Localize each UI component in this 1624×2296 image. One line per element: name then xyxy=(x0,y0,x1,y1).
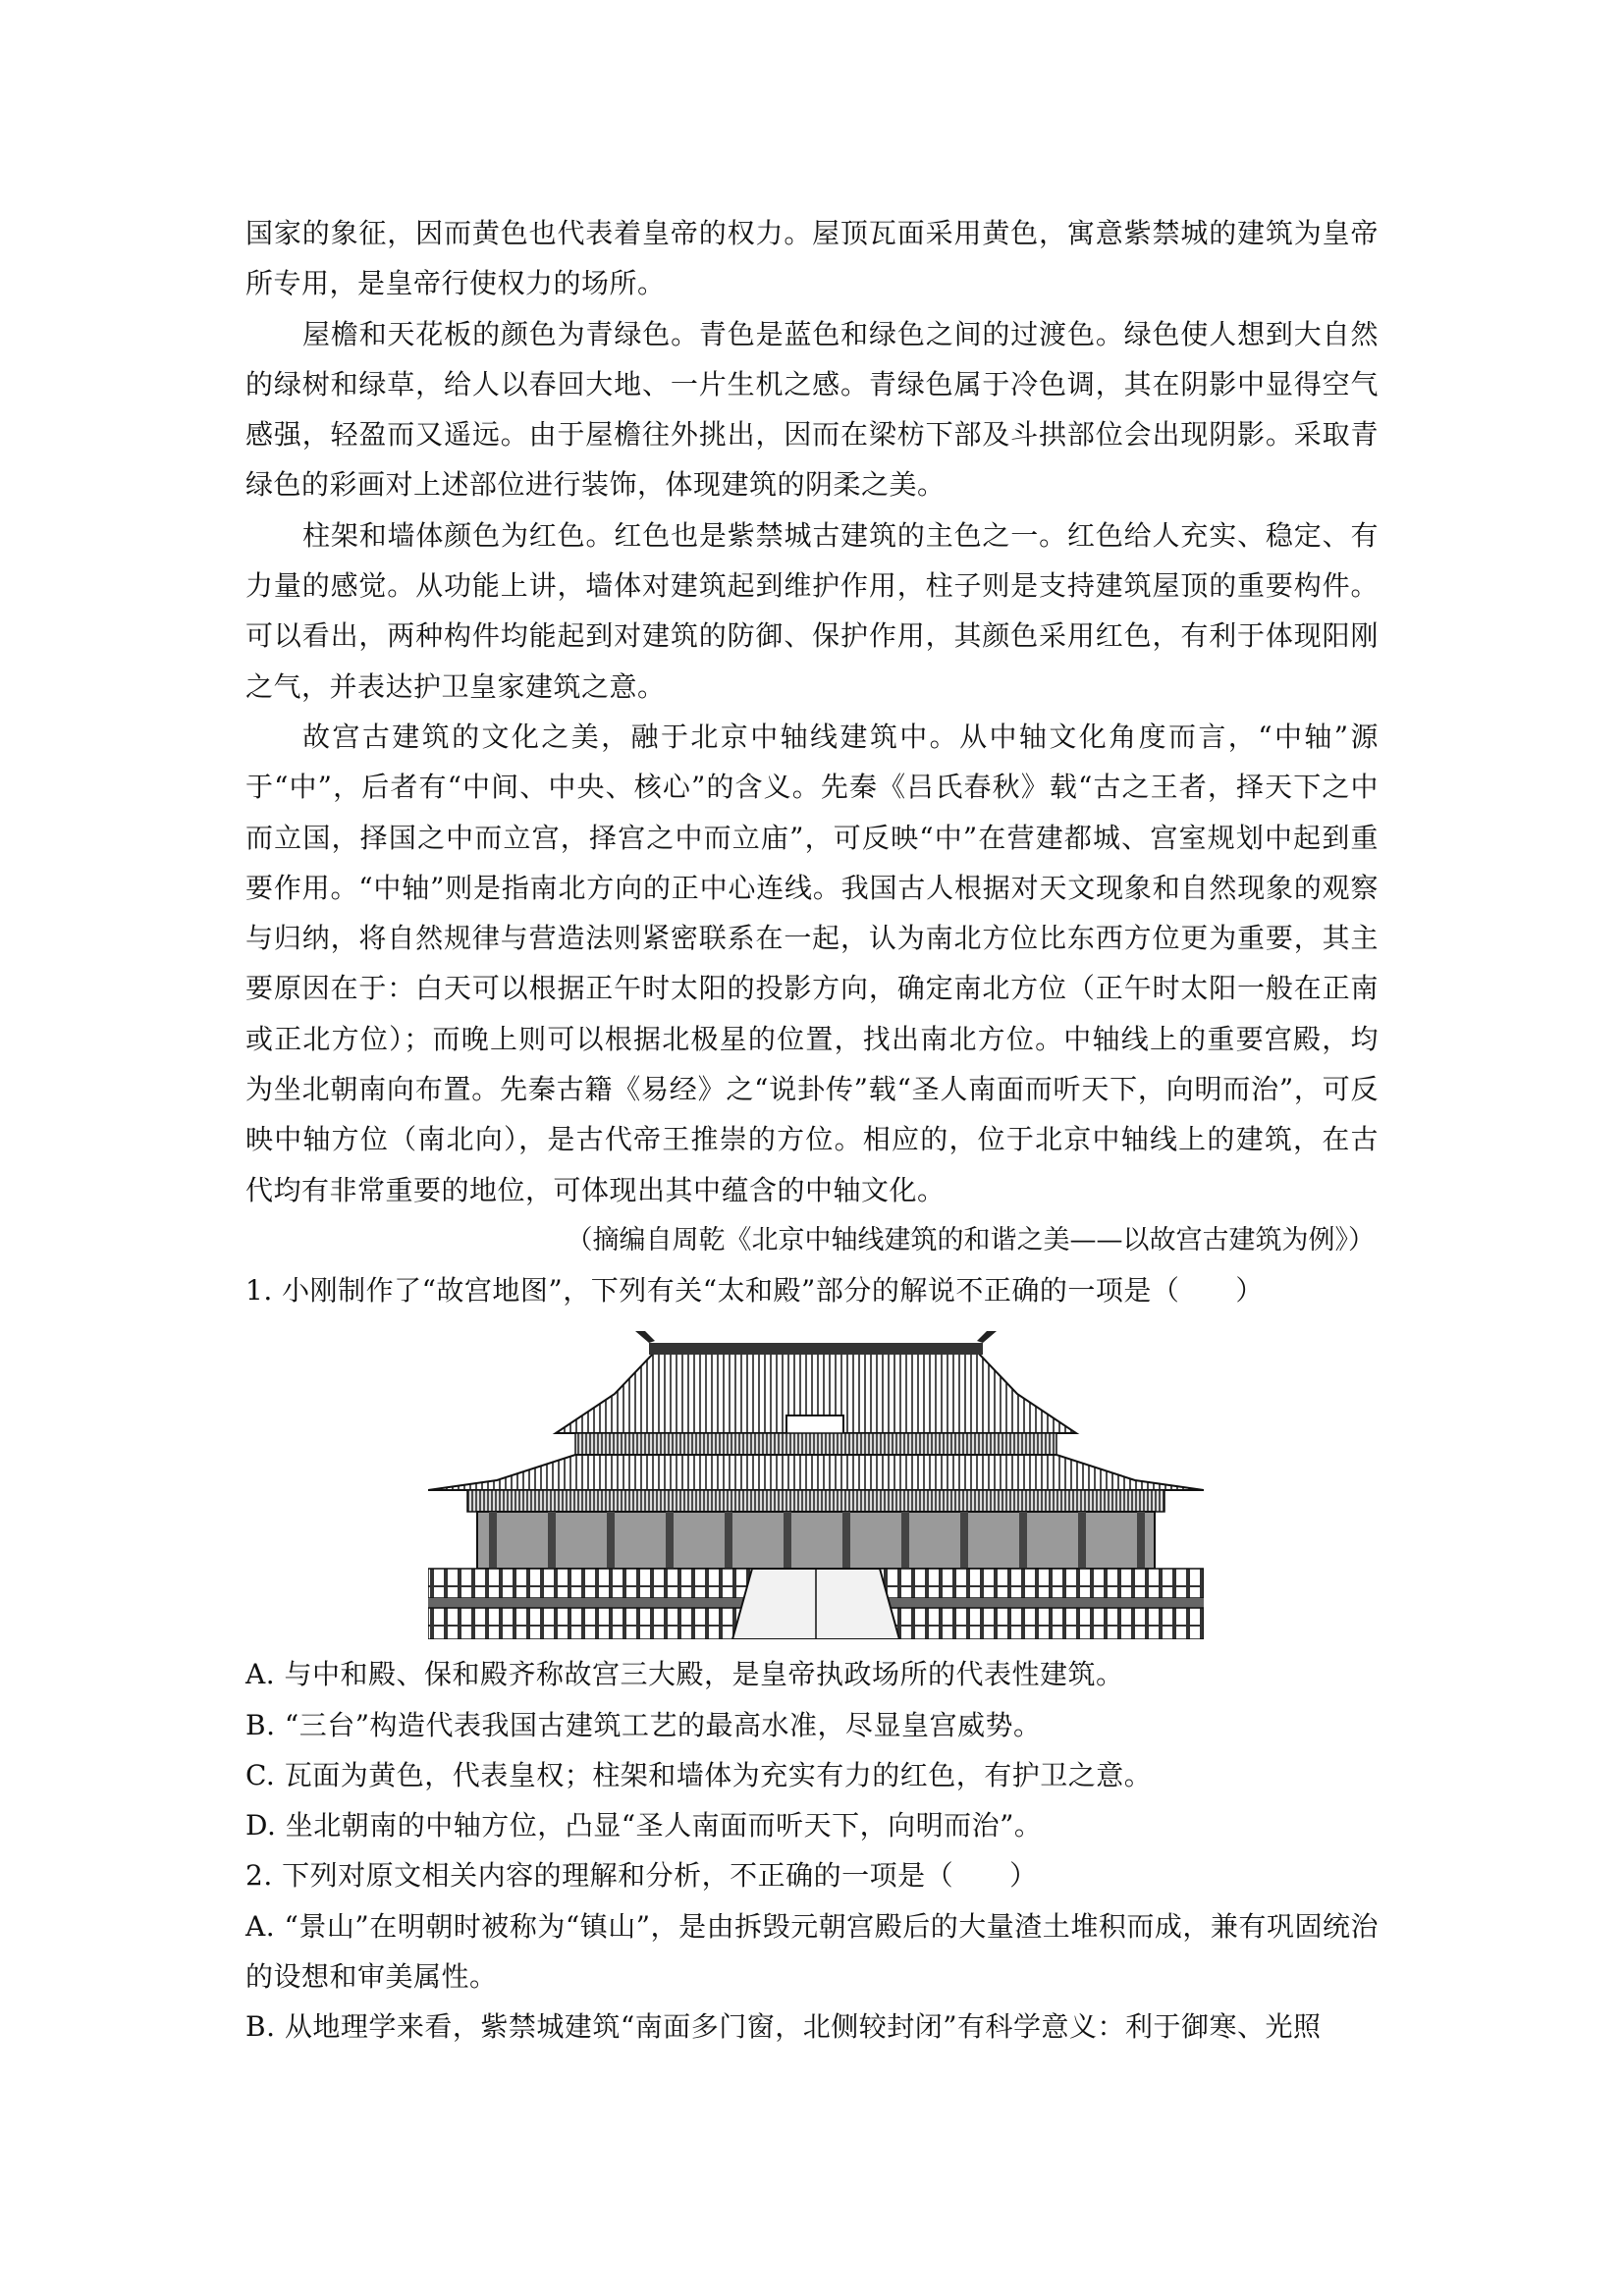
question-1-option-a: A. 与中和殿、保和殿齐称故宫三大殿，是皇帝执政场所的代表性建筑。 xyxy=(245,1658,1124,1691)
question-1-option-d: D. 坐北朝南的中轴方位，凸显“圣人南面而听天下，向明而治”。 xyxy=(245,1809,1043,1842)
question-2-option-b: B. 从地理学来看，紫禁城建筑“南面多门窗，北侧较封闭”有科学意义：利于御寒、光照 xyxy=(245,2010,1322,2044)
taihe-hall-illustration-icon xyxy=(428,1325,1204,1639)
question-2-stem: 2. 下列对原文相关内容的理解和分析，不正确的一项是（ ） xyxy=(245,1859,1038,1893)
passage-paragraph-4: 故宫古建筑的文化之美，融于北京中轴线建筑中。从中轴文化角度而言，“中轴”源于“中”，后者有“中间、中央、核心”的含义。先秦《吕氏春秋》载“古之王者，择天下之中而立国，择国之中而立宫，择宫之中而立庙”，可反映“中”在营建都城、宫室规划中起到重要作用。“中轴”则是指南北方向的正中心连线。我国古人根据对天文现象和自然现象的观察与归纳，将自然规律与营造法则紧密联系在一起，认为南北方位比东西方位更为重要，其主要原因在于：白天可以根据正午时太阳的投影方向，确定南北方位（正午时太阳一般在正南或正北方位）；而晚上则可以根据北极星的位置，找出南北方位。中轴线上的重要宫殿，均为坐北朝南向布置。先秦古籍《易经》之“说卦传”载“圣人南面而听天下，向明而治”，可反映中轴方位（南北向），是古代帝王推崇的方位。相应的，位于北京中轴线上的建筑，在古代均有非常重要的地位，可体现出其中蕴含的中轴文化。 xyxy=(245,720,1379,1206)
question-1-stem: 1. 小刚制作了“故宫地图”，下列有关“太和殿”部分的解说不正确的一项是（ ） xyxy=(245,1273,1264,1307)
passage-paragraph-1: 国家的象征，因而黄色也代表着皇帝的权力。屋顶瓦面采用黄色，寓意紫禁城的建筑为皇帝所专用，是皇帝行使权力的场所。 xyxy=(245,217,1379,300)
question-2-option-a: A. “景山”在明朝时被称为“镇山”，是由拆毁元朝宫殿后的大量渣土堆积而成，兼有巩固统治的设想和审美属性。 xyxy=(245,1909,1379,1994)
passage-paragraph-3: 柱架和墙体颜色为红色。红色也是紫禁城古建筑的主色之一。红色给人充实、稳定、有力量的感觉。从功能上讲，墙体对建筑起到维护作用，柱子则是支持建筑屋顶的重要构件。可以看出，两种构件均能起到对建筑的防御、保护作用，其颜色采用红色，有利于体现阳刚之气，并表达护卫皇家建筑之意。 xyxy=(245,518,1379,703)
question-1-option-b: B. “三台”构造代表我国古建筑工艺的最高水准，尽显皇宫威势。 xyxy=(245,1708,1042,1741)
passage-paragraph-2: 屋檐和天花板的颜色为青绿色。青色是蓝色和绿色之间的过渡色。绿色使人想到大自然的绿树和绿草，给人以春回大地、一片生机之感。青绿色属于冷色调，其在阴影中显得空气感强，轻盈而又遥远。由于屋檐往外挑出，因而在梁枋下部及斗拱部位会出现阴影。采取青绿色的彩画对上述部位进行装饰，体现建筑的阴柔之美。 xyxy=(245,317,1379,502)
question-1-option-c: C. 瓦面为黄色，代表皇权；柱架和墙体为充实有力的红色，有护卫之意。 xyxy=(245,1758,1153,1791)
passage-source: （摘编自周乾《北京中轴线建筑的和谐之美——以故宫古建筑为例》） xyxy=(566,1224,1375,1255)
